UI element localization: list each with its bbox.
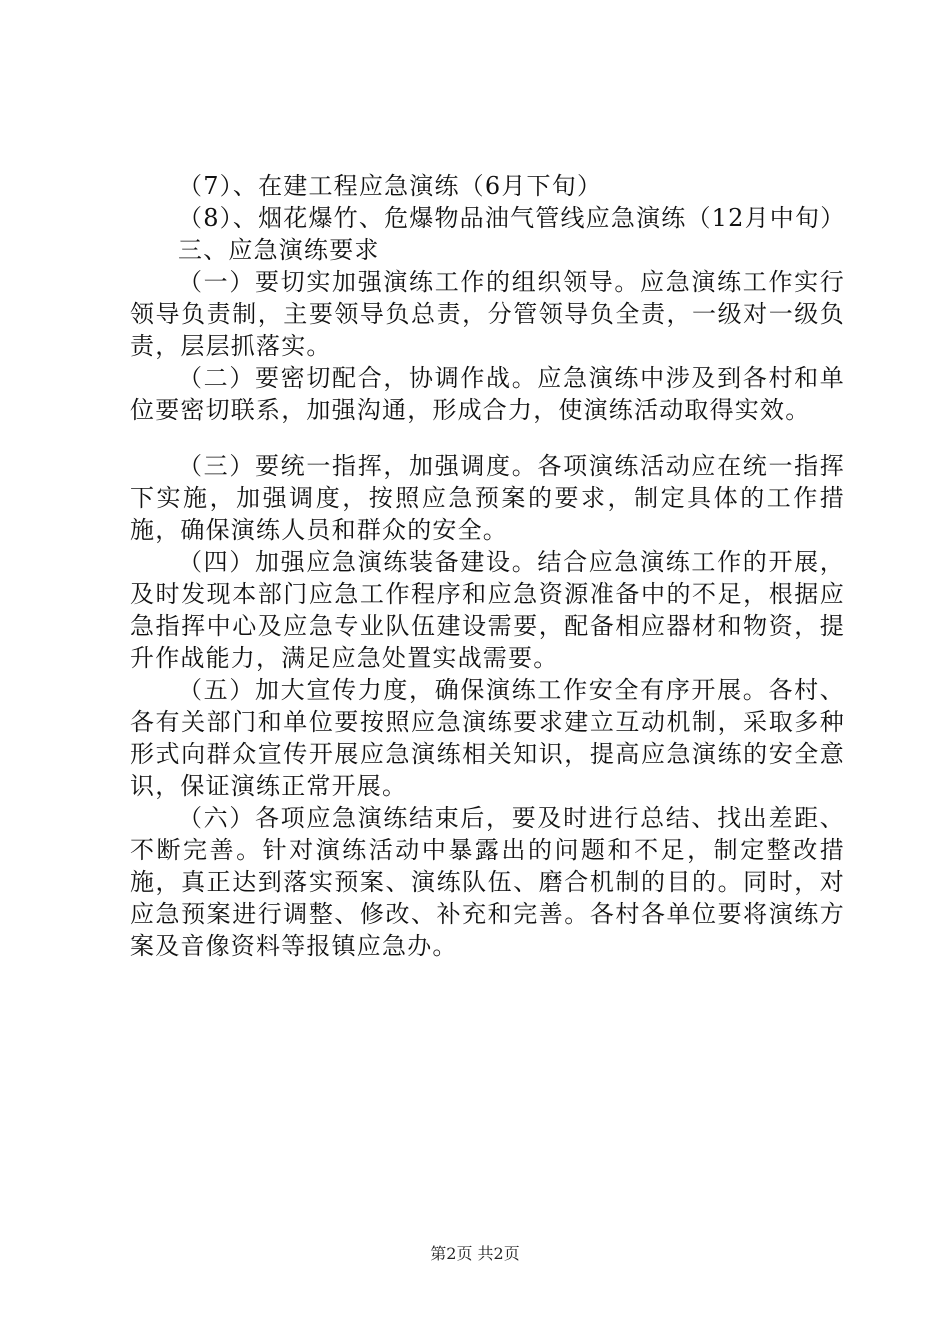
- paragraph-requirement-3: （三）要统一指挥，加强调度。各项演练活动应在统一指挥下实施，加强调度，按照应急预案的要求，制定具体的工作措施，确保演练人员和群众的安全。: [130, 452, 845, 544]
- paragraph-drill-7: （7）、在建工程应急演练（6月下旬）: [178, 172, 603, 200]
- page-footer: 第2页 共2页: [430, 1244, 520, 1263]
- paragraph-requirement-1: （一）要切实加强演练工作的组织领导。应急演练工作实行领导负责制，主要领导负总责，分管领导负全责，一级对一级负责，层层抓落实。: [130, 268, 845, 360]
- section-heading-requirements: 三、应急演练要求: [178, 236, 380, 264]
- paragraph-requirement-5: （五）加大宣传力度，确保演练工作安全有序开展。各村、各有关部门和单位要按照应急演练要求建立互动机制，采取多种形式向群众宣传开展应急演练相关知识，提高应急演练的安全意识，保证演练正常开展。: [130, 676, 845, 800]
- paragraph-drill-8: （8）、烟花爆竹、危爆物品油气管线应急演练（12月中旬）: [178, 204, 846, 232]
- paragraph-requirement-4: （四）加强应急演练装备建设。结合应急演练工作的开展，及时发现本部门应急工作程序和应急资源准备中的不足，根据应急指挥中心及应急专业队伍建设需要，配备相应器材和物资，提升作战能力，满足应急处置实战需要。: [130, 548, 845, 672]
- paragraph-requirement-2: （二）要密切配合，协调作战。应急演练中涉及到各村和单位要密切联系，加强沟通，形成合力，使演练活动取得实效。: [130, 364, 845, 424]
- document-body: [130, 170, 845, 962]
- paragraph-requirement-6: （六）各项应急演练结束后，要及时进行总结、找出差距、不断完善。针对演练活动中暴露出的问题和不足，制定整改措施，真正达到落实预案、演练队伍、磨合机制的目的。同时，对应急预案进行调整、修改、补充和完善。各村各单位要将演练方案及音像资料等报镇应急办。: [130, 804, 845, 960]
